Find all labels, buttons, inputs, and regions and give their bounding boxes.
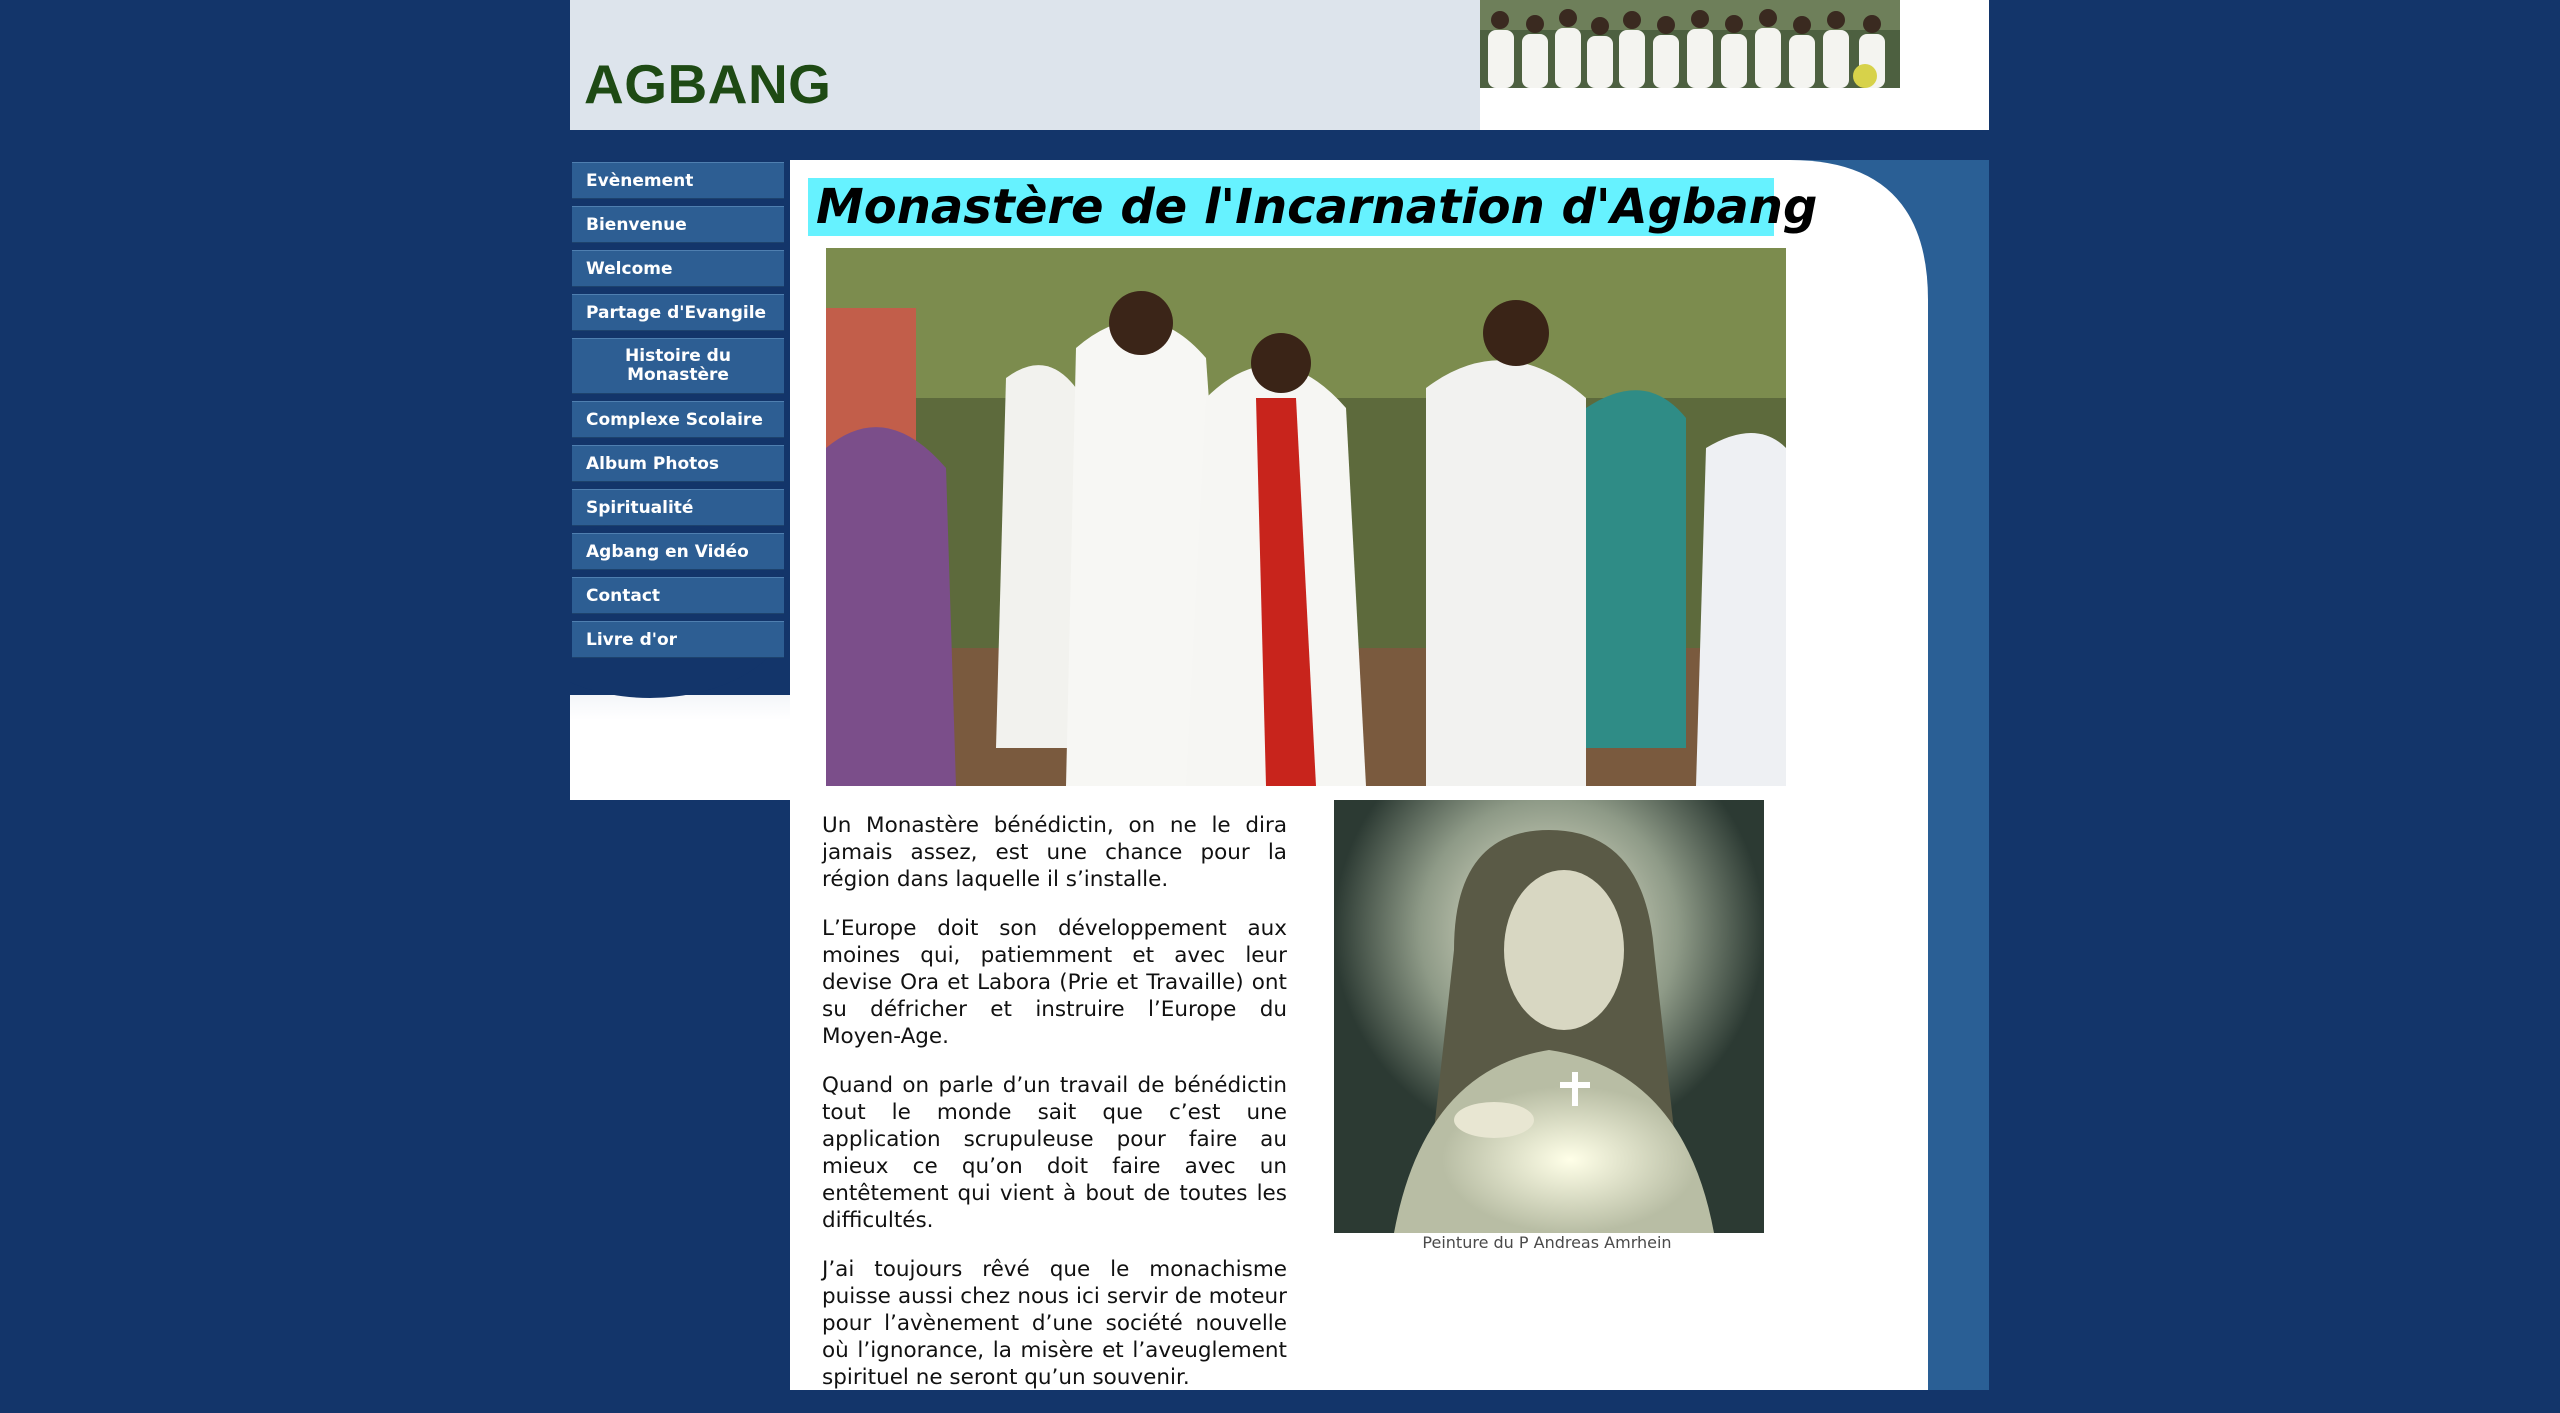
header-group-photo — [1480, 0, 1900, 88]
nav-label: Contact — [586, 585, 661, 606]
header-banner — [570, 0, 1480, 130]
nav-item-album-photos[interactable] — [572, 445, 784, 482]
nav-label: Complexe Scolaire — [586, 409, 763, 430]
painting-caption: Peinture du P Andreas Amrhein — [1422, 1233, 1672, 1252]
monks-celebration-photo — [826, 248, 1786, 786]
nav-item-agbang-video[interactable] — [572, 533, 784, 570]
nav-item-histoire-monastere[interactable] — [572, 338, 784, 394]
nav-item-welcome[interactable] — [572, 250, 784, 287]
nav-label: Partage d'Evangile — [586, 302, 767, 323]
painting-figure — [1334, 800, 1764, 1252]
article-text — [822, 812, 1287, 1413]
nav-item-partage-evangile[interactable] — [572, 294, 784, 331]
article-paragraph: Quand on parle d’un travail de bénédictin tout le monde sait que c’est une application scrupuleuse pour faire au mieux ce qu’on doit faire avec un entêtement qui vient à bout de toutes les difficultés. — [822, 1073, 1287, 1233]
page — [570, 0, 1989, 1390]
nav-item-evenement[interactable] — [572, 162, 784, 199]
header-photo-panel — [1480, 0, 1989, 130]
article-paragraph: J’ai toujours rêvé que le monachisme puisse aussi chez nous ici servir de moteur pour l’avènement d’une société nouvelle où l’ignorance, la misère et l’aveuglement spirituel ne seront qu’un souvenir. — [822, 1257, 1287, 1390]
nav-item-complexe-scolaire[interactable] — [572, 401, 784, 438]
nav-label: Album Photos — [586, 453, 720, 474]
nav-label: Histoire du Monastère — [625, 346, 731, 385]
main-nav — [572, 162, 784, 665]
nav-label: Livre d'or — [586, 629, 678, 650]
nav-label: Bienvenue — [586, 214, 687, 235]
nav-item-contact[interactable] — [572, 577, 784, 614]
site-title[interactable]: AGBANG — [584, 53, 832, 115]
article-paragraph: L’Europe doit son développement aux moines qui, patiemment et avec leur devise Ora et Labora (Prie et Travaille) ont su défricher et instruire l’Europe du Moyen-Age. — [822, 916, 1287, 1049]
jesus-painting — [1334, 800, 1764, 1233]
nav-item-bienvenue[interactable] — [572, 206, 784, 243]
nav-label: Welcome — [586, 258, 673, 279]
nav-item-livre-dor[interactable] — [572, 621, 784, 658]
article-paragraph: Un Monastère bénédictin, on ne le dira jamais assez, est une chance pour la région dans laquelle il s’installe. — [822, 813, 1287, 892]
nav-item-spiritualite[interactable] — [572, 489, 784, 526]
nav-label: Spiritualité — [586, 497, 694, 518]
nav-label: Evènement — [586, 170, 694, 191]
nav-label: Agbang en Vidéo — [586, 541, 749, 562]
page-title: Monastère de l'Incarnation d'Agbang — [808, 178, 1774, 236]
